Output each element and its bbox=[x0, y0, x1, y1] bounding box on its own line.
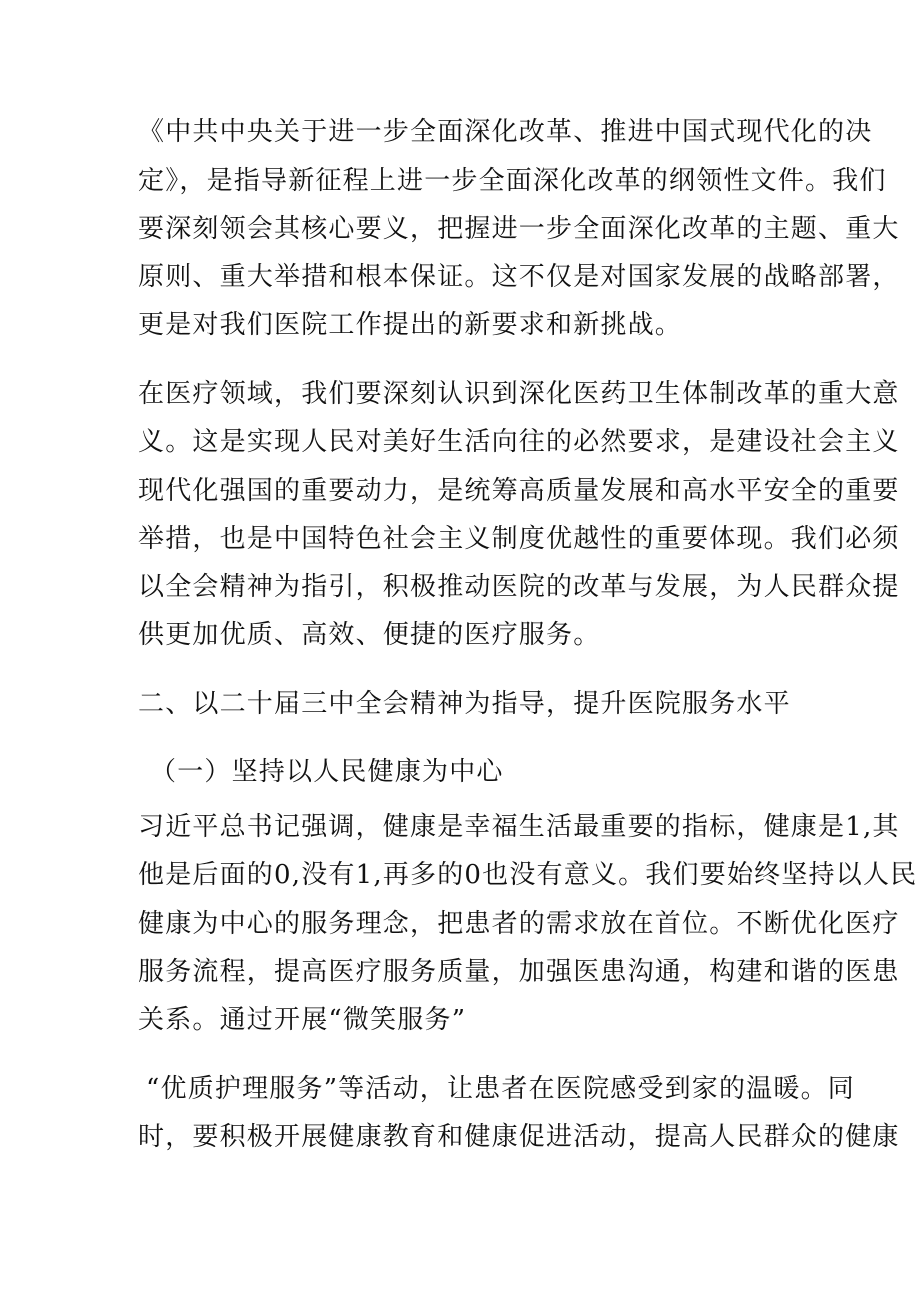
paragraph-2-line-5: 以全会精神为指引，积极推动医院的改革与发展，为人民群众提 bbox=[138, 572, 900, 602]
paragraph-2-line-3: 现代化强国的重要动力，是统筹高质量发展和高水平安全的重要 bbox=[138, 476, 900, 506]
paragraph-2-line-4: 举措，也是中国特色社会主义制度优越性的重要体现。我们必须 bbox=[138, 524, 900, 554]
paragraph-1-line-4: 原则、重大举措和根本保证。这不仅是对国家发展的战略部署， bbox=[138, 262, 900, 292]
paragraph-2-line-2: 义。这是实现人民对美好生活向往的必然要求，是建设社会主义 bbox=[138, 427, 900, 457]
paragraph-2-line-6: 供更加优质、高效、便捷的医疗服务。 bbox=[138, 620, 601, 650]
paragraph-3-line-2: 他是后面的0,没有1,再多的0也没有意义。我们要始终坚持以人民 bbox=[138, 860, 918, 890]
paragraph-3-line-4: 服务流程，提高医疗服务质量，加强医患沟通，构建和谐的医患 bbox=[138, 957, 900, 987]
paragraph-1-line-2: 定》，是指导新征程上进一步全面深化改革的纲领性文件。我们 bbox=[138, 166, 887, 196]
paragraph-3-line-1: 习近平总书记强调，健康是幸福生活最重要的指标，健康是1,其 bbox=[138, 812, 900, 842]
paragraph-4-line-1: “优质护理服务”等活动，让患者在医院感受到家的温暖。同 bbox=[146, 1074, 855, 1104]
subsection-heading: （一）坚持以人民健康为中心 bbox=[150, 757, 504, 787]
paragraph-1-line-3: 要深刻领会其核心要义，把握进一步全面深化改革的主题、重大 bbox=[138, 214, 900, 244]
paragraph-2-line-1: 在医疗领域，我们要深刻认识到深化医药卫生体制改革的重大意 bbox=[138, 379, 900, 409]
paragraph-1-line-5: 更是对我们医院工作提出的新要求和新挑战。 bbox=[138, 310, 683, 340]
section-heading: 二、以二十届三中全会精神为指导，提升医院服务水平 bbox=[138, 689, 791, 719]
paragraph-4-line-2: 时，要积极开展健康教育和健康促进活动，提高人民群众的健康 bbox=[138, 1122, 900, 1152]
paragraph-3-line-3: 健康为中心的服务理念，把患者的需求放在首位。不断优化医疗 bbox=[138, 909, 900, 939]
paragraph-1-line-1: 《中共中央关于进一步全面深化改革、推进中国式现代化的决 bbox=[138, 117, 873, 147]
paragraph-3-line-5: 关系。通过开展“微笑服务” bbox=[138, 1005, 467, 1035]
